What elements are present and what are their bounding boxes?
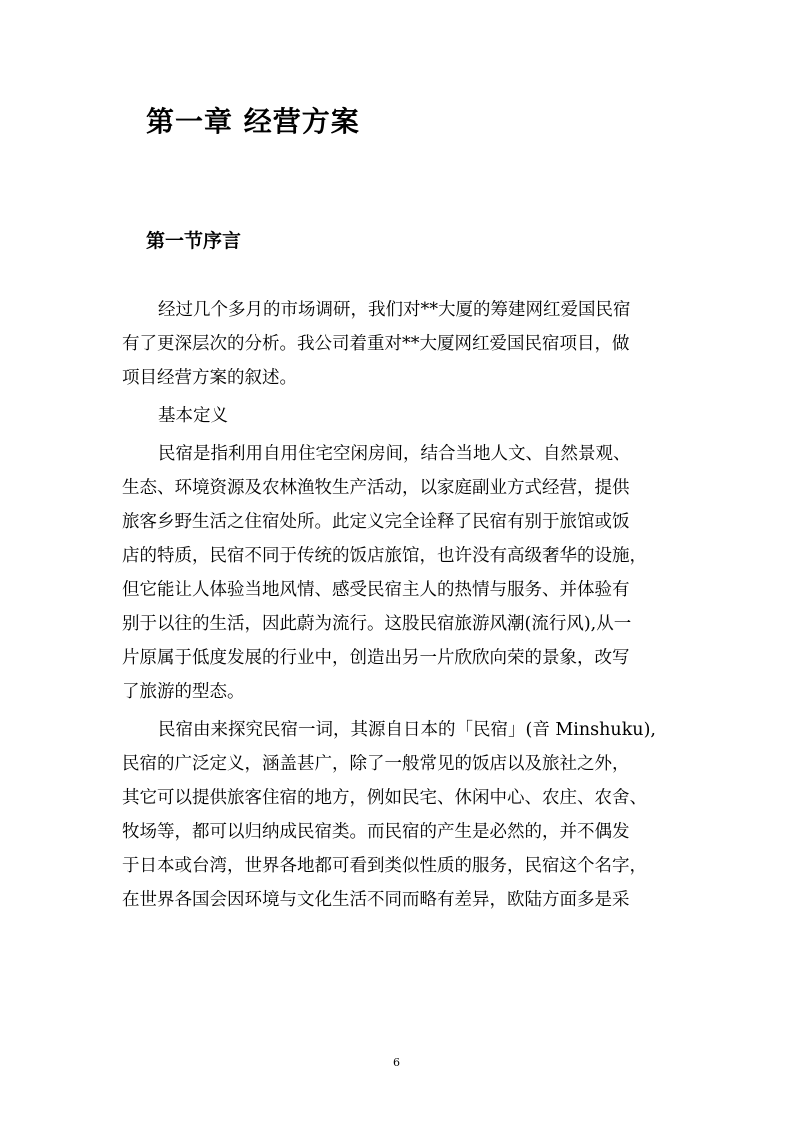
subheading-basic-definition: 基本定义	[158, 406, 228, 426]
text-line: 其它可以提供旅客住宿的地方，例如民宅、休闲中心、农庄、农舍、	[122, 788, 647, 808]
text-line: 于日本或台湾，世界各地都可看到类似性质的服务，民宿这个名字，	[122, 856, 647, 876]
text-line: 项目经营方案的叙述。	[122, 368, 297, 388]
text-line: 旅客乡野生活之住宿处所。此定义完全诠释了民宿有别于旅馆或饭	[122, 512, 630, 532]
text-line: 民宿是指利用自用住宅空闲房间，结合当地人文、自然景观、	[158, 444, 631, 464]
text-line: 在世界各国会因环境与文化生活不同而略有差异，欧陆方面多是采	[122, 890, 630, 910]
origin-paragraph	[122, 713, 670, 917]
document-body	[122, 293, 670, 917]
text-line: 民宿的广泛定义，涵盖甚广，除了一般常见的饭店以及旅社之外，	[122, 754, 630, 774]
text-line: 了旅游的型态。	[122, 682, 245, 702]
text-line: 有了更深层次的分析。我公司着重对**大厦网红爱国民宿项目，做	[122, 334, 630, 354]
page-number: 6	[393, 1056, 400, 1069]
text-line: 生态、环境资源及农林渔牧生产活动，以家庭副业方式经营，提供	[122, 478, 630, 498]
text-line: 片原属于低度发展的行业中，创造出另一片欣欣向荣的景象，改写	[122, 648, 630, 668]
chapter-title: 第一章 经营方案	[146, 105, 360, 138]
text-line: 牧场等，都可以归纳成民宿类。而民宿的产生是必然的，并不偶发	[122, 822, 630, 842]
text-line: 经过几个多月的市场调研，我们对**大厦的筹建网红爱国民宿	[158, 300, 631, 320]
text-line: 别于以往的生活，因此蔚为流行。这股民宿旅游风潮(流行风),从一	[122, 614, 632, 634]
text-line: 民宿由来探究民宿一词，其源自日本的「民宿」(音 Minshuku),	[158, 720, 656, 740]
intro-paragraph	[122, 293, 670, 395]
section-title: 第一节序言	[146, 230, 242, 252]
definition-paragraph	[122, 437, 670, 709]
text-line: 但它能让人体验当地风情、感受民宿主人的热情与服务、并体验有	[122, 580, 630, 600]
text-line: 店的特质，民宿不同于传统的饭店旅馆，也许没有高级奢华的设施，	[122, 546, 647, 566]
subheading-paragraph	[122, 399, 670, 433]
